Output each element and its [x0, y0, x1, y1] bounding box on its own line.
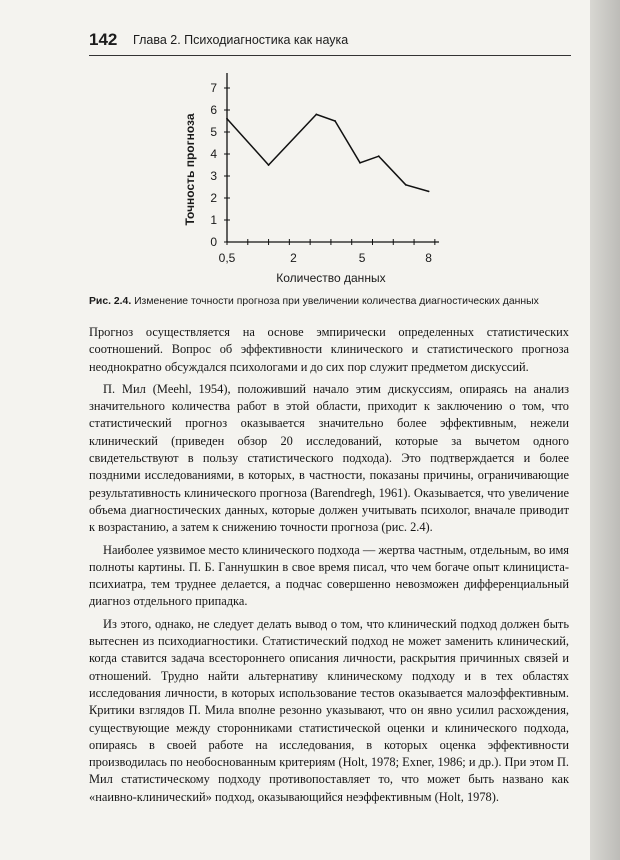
x-tick-label: 8: [425, 251, 432, 265]
paragraph-1: Прогноз осуществляется на основе эмпирически определенных статистических соотношений. Вопрос об эффективности клинического и статистического прогноза неоднократно обсуждался психологами и до сих пор служит предметом дискуссий.: [89, 325, 569, 374]
y-tick-label: 6: [210, 103, 217, 117]
running-head: Глава 2. Психодиагностика как наука: [133, 33, 349, 47]
body-text: [89, 324, 569, 811]
caption-text: Изменение точности прогноза при увеличении количества диагностических данных: [134, 296, 539, 307]
y-tick-label: 1: [210, 213, 217, 227]
page-header: [89, 30, 569, 54]
series-line: [227, 114, 429, 191]
y-tick-label: 0: [210, 235, 217, 249]
figure-2-4: [180, 65, 470, 287]
y-tick-label: 2: [210, 191, 217, 205]
data-point: [315, 114, 317, 116]
page-edge-shadow: [590, 0, 620, 860]
y-tick-label: 3: [210, 169, 217, 183]
data-point: [378, 155, 380, 157]
y-tick-label: 5: [210, 125, 217, 139]
data-point: [428, 191, 430, 193]
data-point: [334, 120, 336, 122]
figure-caption: [89, 296, 574, 307]
paragraph-4: Из этого, однако, не следует делать вывод о том, что клинический подход должен быть вытеснен из психодиагностики. Статистический подход не может заменить клинический, когда ставится задача всестороннего описания личности, раскрытия причинных связей и отношений. Трудно найти альтернативу клиническому подходу и в тех областях исследования личности, в которых использование тестов оказывается малоэффективным. Критики взглядов П. Мила вполне резонно указывают, что он явно усилил расхождения, существующие между сторонниками статистической оценки и клинического подхода, опираясь в своей работе на исследования, в которых оценка эффективности производилась по необоснованным критериям (Holt, 1978; Exner, 1986; и др.). При этом П. Мил статистическому подходу противопоставляет то, что может быть названо как «наивно-клинический» подход, оказывающийся неэффективным (Holt, 1978).: [89, 616, 569, 804]
paragraph-3: Наиболее уязвимое место клинического подхода — жертва частным, отдельным, во имя полноты картины. П. Б. Ганнушкин в свое время писал, что чем богаче опыт клинициста-психиатра, тем труднее делается, а подчас совершенно невозможен дифференциальный диагноз отдельного припадка.: [89, 542, 569, 609]
page-number: 142: [89, 30, 118, 49]
caption-label: Рис. 2.4.: [89, 296, 132, 307]
x-tick-label: 2: [290, 251, 297, 265]
data-point: [268, 164, 270, 166]
y-tick-label: 7: [210, 81, 217, 95]
x-tick-label: 5: [358, 251, 366, 265]
x-tick-label: 0,5: [218, 251, 236, 265]
header-rule: [89, 55, 571, 56]
line-chart: [180, 65, 470, 287]
data-point: [226, 118, 228, 120]
data-point: [359, 162, 361, 164]
y-tick-label: 4: [210, 147, 217, 161]
paragraph-2: П. Мил (Meehl, 1954), положивший начало этим дискуссиям, опираясь на анализ значительного количества работ в этой области, приходит к заключению о том, что статистический прогноз оказывается значительно более эффективным, нежели клинический (приведен обзор 20 исследований, которые за вычетом одного свидетельствуют в пользу статистического подхода). Это подтверждается и более поздними исследованиями, в которых, в частности, показаны причины, ограничивающие результативность клинического прогноза (Barendregh, 1961). Оказывается, что увеличение объема диагностических данных, которые должен учитывать психолог, вначале приводит к возрастанию, а затем к снижению точности прогноза (рис. 2.4).: [89, 381, 569, 535]
y-axis-label: Точность прогноза: [183, 113, 197, 226]
x-axis-label: Количество данных: [276, 271, 386, 285]
data-point: [405, 184, 407, 186]
